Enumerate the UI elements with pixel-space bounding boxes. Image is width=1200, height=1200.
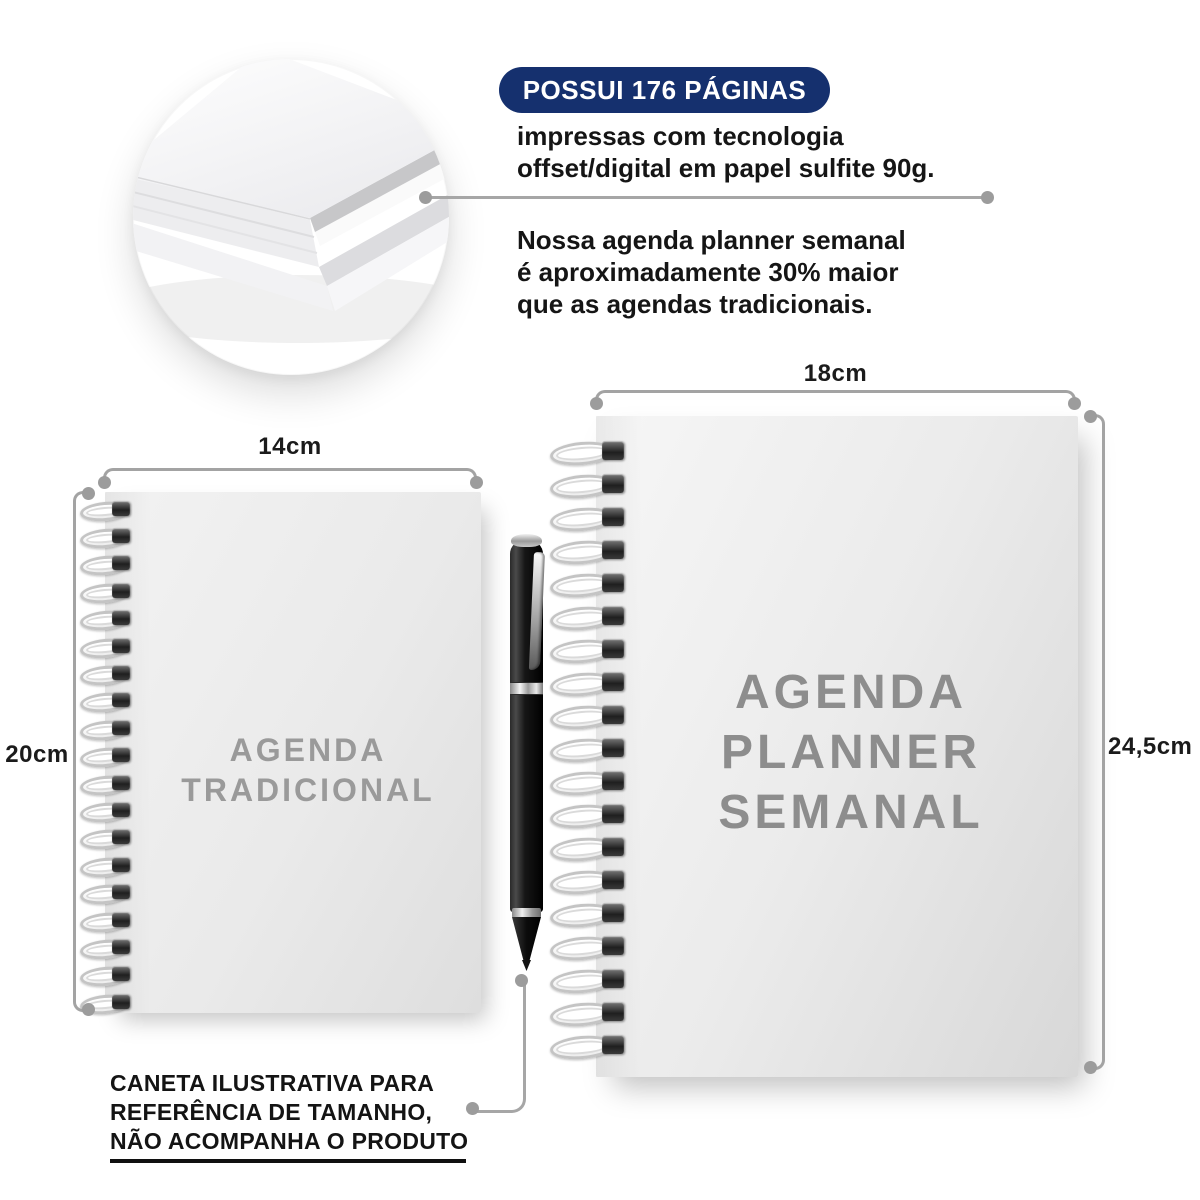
planner-height-dot-top — [1084, 410, 1097, 423]
pen-disclaimer-line1: CANETA ILUSTRATIVA PARA — [110, 1070, 435, 1096]
pen-disclaimer — [110, 1069, 468, 1156]
spiral-clamp — [112, 692, 130, 707]
spiral-clamp — [112, 966, 130, 981]
planner-height-bracket — [1090, 414, 1105, 1070]
intro-p2-line1: Nossa agenda planner semanal — [517, 225, 906, 255]
traditional-width-dot-left — [98, 476, 111, 489]
spiral-clamp — [112, 912, 130, 927]
spiral-clamp — [602, 573, 624, 592]
spiral-clamp — [112, 638, 130, 653]
spiral-clamp — [602, 1035, 624, 1054]
pen-disclaimer-underline — [110, 1159, 466, 1163]
spiral-clamp — [112, 555, 130, 570]
intro-p1-line1: impressas com tecnologia — [517, 121, 844, 151]
spiral-clamp — [112, 610, 130, 625]
pen-callout-dot-top — [515, 974, 528, 987]
spiral-clamp — [602, 969, 624, 988]
spiral-clamp — [602, 441, 624, 460]
traditional-width-dot-right — [470, 476, 483, 489]
spiral-clamp — [112, 994, 130, 1009]
spiral-clamp — [602, 474, 624, 493]
intro-p2-line2: é aproximadamente 30% maior — [517, 257, 899, 287]
spiral-clamp — [602, 1002, 624, 1021]
spiral-clamp — [112, 829, 130, 844]
planner-notebook-title — [636, 663, 1066, 843]
spiral-clamp — [602, 936, 624, 955]
spiral-clamp — [602, 771, 624, 790]
traditional-width-bracket — [103, 468, 477, 483]
spiral-clamp — [112, 939, 130, 954]
spiral-clamp — [602, 837, 624, 856]
spiral-clamp — [602, 540, 624, 559]
paper-detail-circle — [133, 59, 449, 375]
spiral-clamp — [602, 870, 624, 889]
planner-width-dot-right — [1068, 397, 1081, 410]
spiral-clamp — [602, 705, 624, 724]
pen-disclaimer-line3: NÃO ACOMPANHA O PRODUTO — [110, 1128, 469, 1154]
spiral-clamp — [602, 672, 624, 691]
intro-paragraph-1 — [517, 120, 935, 184]
spiral-clamp — [112, 528, 130, 543]
pen-callout-line — [472, 980, 526, 1113]
pen-nose-cone — [512, 917, 541, 961]
spiral-clamp — [602, 606, 624, 625]
spiral-clamp — [112, 884, 130, 899]
planner-width-dot-left — [590, 397, 603, 410]
pen-ferrule — [512, 908, 541, 918]
traditional-title-line1: AGENDA — [229, 732, 387, 768]
traditional-height-label: 20cm — [5, 741, 69, 768]
pen-center-ring — [510, 682, 543, 695]
spiral-clamp — [602, 903, 624, 922]
planner-height-dot-bottom — [1084, 1061, 1097, 1074]
circle-callout-dot-right — [981, 191, 994, 204]
traditional-title-line2: TRADICIONAL — [181, 772, 435, 808]
pen-tip — [522, 960, 531, 971]
spiral-clamp — [112, 583, 130, 598]
traditional-height-bracket — [73, 491, 88, 1012]
paper-stack-illustration — [133, 59, 449, 375]
circle-callout-line — [425, 196, 988, 199]
intro-p1-line2: offset/digital em papel sulfite 90g. — [517, 153, 935, 183]
spiral-clamp — [112, 665, 130, 680]
spiral-clamp — [112, 775, 130, 790]
pen-callout-dot-left — [466, 1102, 479, 1115]
pen-disclaimer-line2: REFERÊNCIA DE TAMANHO, — [110, 1099, 433, 1125]
spiral-clamp — [112, 857, 130, 872]
spiral-clamp — [602, 804, 624, 823]
planner-title-line1: AGENDA — [734, 666, 967, 719]
circle-callout-dot-left — [419, 191, 432, 204]
traditional-notebook-title — [135, 730, 481, 810]
planner-title-line3: SEMANAL — [718, 786, 984, 839]
spiral-clamp — [112, 802, 130, 817]
traditional-width-label: 14cm — [258, 433, 322, 460]
planner-title-line2: PLANNER — [720, 726, 981, 779]
planner-width-bracket — [595, 390, 1076, 404]
planner-height-label: 24,5cm — [1108, 733, 1193, 760]
intro-paragraph-2 — [517, 224, 906, 320]
spiral-clamp — [112, 747, 130, 762]
planner-width-label: 18cm — [803, 360, 868, 387]
spiral-clamp — [112, 501, 130, 516]
spiral-clamp — [602, 507, 624, 526]
traditional-height-dot-top — [82, 487, 95, 500]
spiral-clamp — [602, 639, 624, 658]
spiral-clamp — [602, 738, 624, 757]
spiral-clamp — [112, 720, 130, 735]
pages-badge-label: POSSUI 176 PÁGINAS — [522, 74, 807, 105]
reference-pen — [510, 532, 544, 982]
traditional-height-dot-bottom — [82, 1003, 95, 1016]
intro-p2-line3: que as agendas tradicionais. — [517, 289, 873, 319]
pages-badge — [499, 67, 830, 113]
pen-cap-rim — [511, 534, 542, 547]
